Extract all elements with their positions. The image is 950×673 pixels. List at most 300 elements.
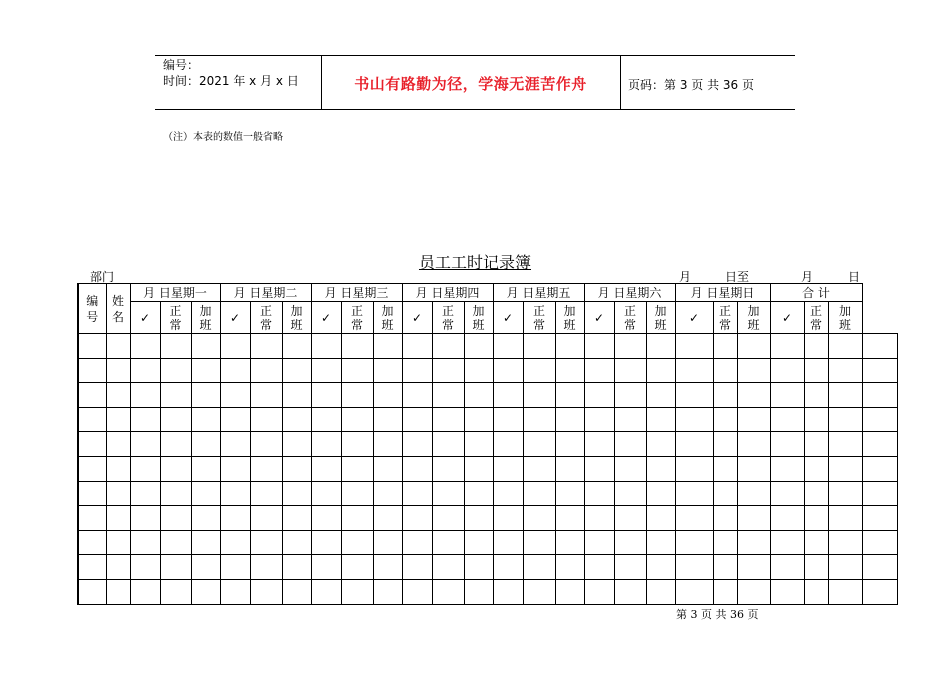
table-cell [106,481,130,506]
table-cell [106,334,130,359]
table-cell [862,383,897,408]
table-cell [373,530,402,555]
table-cell [713,383,737,408]
table-cell [282,456,311,481]
table-cell [737,481,770,506]
table-cell [770,579,804,604]
table-cell [614,579,646,604]
table-cell [220,456,250,481]
table-cell [250,555,282,580]
table-cell [160,555,191,580]
table-cell [770,481,804,506]
table-cell [646,383,675,408]
col-name-header: 姓 名 [106,284,130,334]
table-cell [160,481,191,506]
table-cell [402,358,432,383]
table-cell [250,432,282,457]
table-cell [584,456,614,481]
table-cell [341,506,373,531]
table-cell [675,506,713,531]
table-cell [373,555,402,580]
table-cell [402,530,432,555]
start-month-label: 月 [679,270,692,284]
page-title: 员工工时记录簿 [418,253,531,272]
table-cell [713,456,737,481]
table-cell [464,456,493,481]
check-mark-header: ✓ [402,302,432,334]
table-cell [828,383,862,408]
overtime-hours-header: 加 班 [555,302,584,334]
table-cell [220,383,250,408]
table-cell [402,383,432,408]
table-cell [432,358,464,383]
table-cell [130,334,160,359]
table-cell [373,334,402,359]
table-cell [737,530,770,555]
check-mark-header: ✓ [220,302,250,334]
table-cell [804,579,828,604]
table-cell [464,481,493,506]
table-cell [160,432,191,457]
table-cell [311,432,341,457]
table-cell [106,432,130,457]
table-cell [220,358,250,383]
table-cell [191,555,220,580]
table-cell [191,334,220,359]
table-cell [862,358,897,383]
table-cell [523,530,555,555]
table-cell [646,407,675,432]
table-cell [341,579,373,604]
normal-hours-header: 正 常 [523,302,555,334]
table-cell [614,481,646,506]
table-cell [555,506,584,531]
table-cell [828,481,862,506]
table-cell [862,407,897,432]
table-cell [311,383,341,408]
table-cell [373,506,402,531]
header-meta [163,57,299,89]
table-cell [675,555,713,580]
footer-page-number: 第 3 页 共 36 页 [676,608,759,621]
table-cell [555,383,584,408]
document-number-label: 编号： [163,58,200,72]
table-cell [191,530,220,555]
normal-hours-header: 正 常 [160,302,191,334]
table-cell [250,358,282,383]
table-cell [646,530,675,555]
table-cell [804,530,828,555]
table-cell [523,579,555,604]
table-cell [341,481,373,506]
table-cell [78,383,106,408]
end-day-label: 日 [848,270,861,284]
table-cell [555,555,584,580]
table-cell [282,555,311,580]
table-cell [402,555,432,580]
table-cell [250,407,282,432]
note-text: （注）本表的数值一般省略 [163,132,283,143]
table-cell [464,555,493,580]
table-cell [464,358,493,383]
table-cell [341,530,373,555]
table-cell [250,579,282,604]
table-row [78,383,897,408]
table-cell [713,530,737,555]
table-row [78,358,897,383]
table-cell [828,456,862,481]
table-cell [737,407,770,432]
weekday-header: 月 日星期二 [220,284,311,302]
normal-hours-header: 正 常 [341,302,373,334]
table-cell [614,530,646,555]
table-cell [646,334,675,359]
table-cell [160,456,191,481]
table-cell [804,481,828,506]
table-cell [106,358,130,383]
table-cell [282,579,311,604]
table-cell [432,530,464,555]
table-cell [862,432,897,457]
table-cell [250,481,282,506]
table-cell [464,579,493,604]
table-cell [106,407,130,432]
check-mark-header: ✓ [130,302,160,334]
table-cell [78,432,106,457]
table-cell [130,506,160,531]
table-cell [282,358,311,383]
table-cell [130,481,160,506]
table-cell [432,456,464,481]
table-cell [493,334,523,359]
table-cell [584,432,614,457]
table-cell [78,555,106,580]
table-cell [220,432,250,457]
overtime-hours-header: 加 班 [282,302,311,334]
table-cell [130,555,160,580]
sub-header-row [78,302,897,334]
table-cell [341,334,373,359]
table-cell [130,530,160,555]
table-cell [675,530,713,555]
table-cell [341,358,373,383]
table-cell [373,407,402,432]
table-cell [220,334,250,359]
table-cell [555,358,584,383]
table-cell [555,334,584,359]
table-cell [160,358,191,383]
table-cell [555,481,584,506]
table-cell [493,530,523,555]
table-cell [191,432,220,457]
table-cell [432,481,464,506]
table-cell [191,481,220,506]
table-cell [675,383,713,408]
check-mark-header: ✓ [311,302,341,334]
table-cell [770,407,804,432]
table-cell [584,383,614,408]
table-cell [737,506,770,531]
table-cell [464,383,493,408]
table-cell [804,407,828,432]
table-cell [130,579,160,604]
table-cell [713,481,737,506]
table-cell [373,432,402,457]
table-cell [555,456,584,481]
overtime-hours-header: 加 班 [464,302,493,334]
table-cell [191,407,220,432]
table-cell [432,383,464,408]
table-cell [713,407,737,432]
table-cell [373,579,402,604]
table-cell [311,506,341,531]
table-cell [78,456,106,481]
table-cell [311,407,341,432]
weekday-header: 月 日星期四 [402,284,493,302]
table-cell [713,334,737,359]
table-cell [493,555,523,580]
table-cell [770,383,804,408]
table-cell [713,432,737,457]
weekday-header: 月 日星期五 [493,284,584,302]
table-cell [862,506,897,531]
table-cell [804,506,828,531]
table-cell [160,334,191,359]
table-cell [341,456,373,481]
table-cell [78,579,106,604]
table-cell [220,579,250,604]
header-divider-right [620,55,621,109]
table-cell [675,456,713,481]
table-cell [282,481,311,506]
table-cell [584,358,614,383]
table-cell [804,358,828,383]
table-cell [220,530,250,555]
weekday-header: 月 日星期六 [584,284,675,302]
table-cell [282,530,311,555]
header-bottom-rule [155,109,795,110]
header-motto: 书山有路勤为径，学海无涯苦作舟 [354,75,587,93]
table-cell [282,432,311,457]
table-cell [675,407,713,432]
table-cell [464,407,493,432]
table-cell [770,555,804,580]
table-cell [311,456,341,481]
table-cell [78,358,106,383]
table-cell [160,530,191,555]
table-row [78,579,897,604]
table-cell [804,432,828,457]
table-cell [584,334,614,359]
table-cell [311,579,341,604]
table-cell [341,555,373,580]
table-cell [555,530,584,555]
table-cell [675,358,713,383]
table-cell [78,334,106,359]
dept-label: 部门 [90,270,115,284]
table-cell [828,432,862,457]
table-cell [191,506,220,531]
table-cell [493,579,523,604]
table-cell [250,383,282,408]
table-cell [646,358,675,383]
table-cell [737,555,770,580]
table-cell [373,456,402,481]
table-cell [614,334,646,359]
table-cell [646,579,675,604]
normal-hours-header: 正 常 [432,302,464,334]
table-cell [713,358,737,383]
table-cell [402,334,432,359]
table-cell [341,432,373,457]
overtime-hours-header: 加 班 [828,302,862,334]
table-cell [770,530,804,555]
table-cell [737,358,770,383]
table-cell [713,579,737,604]
table-cell [311,334,341,359]
table-cell [493,506,523,531]
table-cell [282,407,311,432]
weekday-header: 月 日星期三 [311,284,402,302]
table-cell [523,456,555,481]
table-cell [713,555,737,580]
normal-hours-header: 正 常 [804,302,828,334]
table-cell [311,555,341,580]
table-row [78,506,897,531]
table-cell [493,432,523,457]
table-cell [432,579,464,604]
table-cell [250,530,282,555]
table-cell [250,334,282,359]
table-cell [311,530,341,555]
table-row [78,456,897,481]
table-cell [106,555,130,580]
table-cell [555,432,584,457]
table-cell [106,579,130,604]
table-cell [160,407,191,432]
table-cell [646,481,675,506]
overtime-hours-header: 加 班 [191,302,220,334]
table-cell [250,506,282,531]
table-cell [402,579,432,604]
table-cell [614,506,646,531]
table-cell [614,432,646,457]
table-cell [78,481,106,506]
table-cell [523,358,555,383]
table-cell [584,530,614,555]
table-cell [311,481,341,506]
table-cell [828,358,862,383]
table-cell [614,383,646,408]
table-cell [675,432,713,457]
table-cell [220,555,250,580]
weekday-header: 月 日星期日 [675,284,770,302]
table-cell [523,555,555,580]
normal-hours-header: 正 常 [614,302,646,334]
table-row [78,432,897,457]
table-cell [804,383,828,408]
table-cell [584,579,614,604]
table-cell [675,481,713,506]
table-cell [584,481,614,506]
table-cell [220,506,250,531]
table-cell [737,579,770,604]
check-mark-header: ✓ [493,302,523,334]
table-cell [191,456,220,481]
normal-hours-header: 正 常 [250,302,282,334]
header-top-rule [155,55,795,56]
table-cell [804,456,828,481]
overtime-hours-header: 加 班 [373,302,402,334]
day-header-row [78,284,897,302]
table-cell [713,506,737,531]
table-cell [828,579,862,604]
table-cell [614,555,646,580]
table-cell [770,506,804,531]
table-cell [646,456,675,481]
table-cell [862,579,897,604]
table-cell [675,579,713,604]
table-cell [402,456,432,481]
table-cell [646,506,675,531]
table-cell [584,555,614,580]
table-cell [402,432,432,457]
table-cell [493,481,523,506]
overtime-hours-header: 加 班 [737,302,770,334]
table-cell [432,506,464,531]
table-cell [106,506,130,531]
table-cell [523,432,555,457]
table-cell [402,407,432,432]
table-cell [737,334,770,359]
table-row [78,407,897,432]
table-cell [464,334,493,359]
table-cell [862,481,897,506]
table-cell [78,506,106,531]
table-row [78,334,897,359]
table-cell [432,432,464,457]
table-cell [402,506,432,531]
table-cell [220,407,250,432]
table-cell [493,358,523,383]
table-cell [828,530,862,555]
table-cell [373,481,402,506]
overtime-hours-header: 加 班 [646,302,675,334]
table-cell [493,456,523,481]
table-cell [862,530,897,555]
table-cell [804,555,828,580]
table-cell [862,555,897,580]
table-cell [828,555,862,580]
total-header: 合 计 [770,284,862,302]
table-cell [160,506,191,531]
table-cell [523,407,555,432]
table-cell [191,579,220,604]
table-cell [523,383,555,408]
col-number-header: 编 号 [78,284,106,334]
check-mark-header: ✓ [675,302,713,334]
table-cell [464,506,493,531]
table-cell [402,481,432,506]
table-cell [432,555,464,580]
table-cell [130,358,160,383]
check-mark-header: ✓ [584,302,614,334]
table-cell [555,579,584,604]
table-cell [828,506,862,531]
table-cell [106,456,130,481]
table-cell [770,432,804,457]
table-cell [614,407,646,432]
